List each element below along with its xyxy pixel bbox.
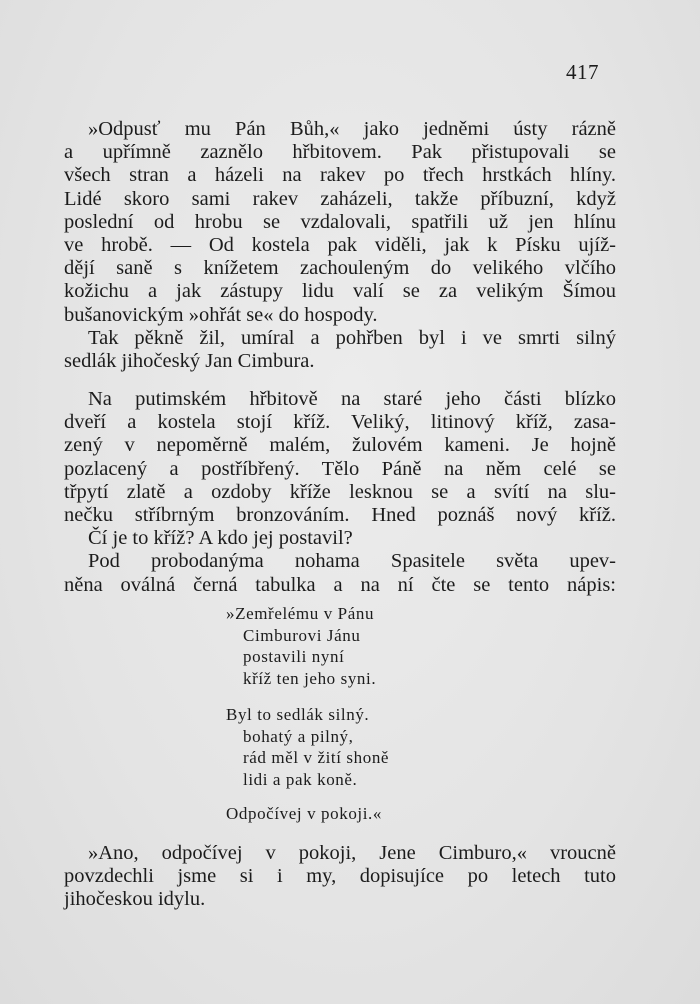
poem-line: lidi a pak koně.: [243, 769, 358, 789]
poem-line: rád měl v žití shoně: [243, 748, 390, 767]
inscription-stanza-2: [226, 704, 389, 790]
text-line: kožichu a jak zástupy lidu valí se za velikým Šímou: [64, 280, 616, 303]
text-line: dveří a kostela stojí kříž. Veliký, litinový kříž, zasa-: [64, 411, 616, 434]
text-line: Na putimském hřbitově na staré jeho části blízko: [88, 388, 616, 410]
text-line: ve hrobě. — Od kostela pak viděli, jak k Písku ujíž-: [64, 234, 616, 257]
text-line: sedlák jihočeský Jan Cimbura.: [64, 350, 315, 373]
text-line: třpytí zlatě a ozdoby kříže lesknou se a svítí na slu-: [64, 480, 616, 503]
text-line: zený v nepoměrně malém, žulovém kameni. Je hojně: [64, 434, 616, 457]
text-line: něna oválná černá tabulka a na ní čte se tento nápis:: [64, 573, 616, 596]
text-line: nečku stříbrným bronzováním. Hned poznáš nový kříž.: [64, 504, 616, 527]
text-line: Lidé skoro sami rakev zaházeli, takže příbuzní, když: [64, 187, 616, 210]
text-middle: [64, 388, 616, 597]
text-line: Tak pěkně žil, umíral a pohřben byl i ve smrti silný: [88, 326, 616, 349]
inscription-closing: [226, 803, 382, 825]
poem-line: kříž ten jeho syni.: [243, 668, 377, 688]
poem-line: bohatý a pilný,: [243, 726, 354, 746]
text-line: jihočeskou idylu.: [64, 888, 206, 911]
poem-line: Byl to sedlák silný.: [226, 705, 370, 724]
text-line: Pod probodanýma nohama Spasitele světa upev-: [88, 550, 616, 573]
text-line: pozlacený a postříbřený. Tělo Páně na něm celé se: [64, 457, 616, 480]
poem-line: postavili nyní: [243, 647, 345, 666]
inscription-stanza-1: [226, 603, 376, 689]
text-line: bušanovickým »ohřát se« do hospody.: [64, 303, 378, 326]
poem-line: Odpočívej v pokoji.«: [226, 804, 383, 823]
text-line: dějí saně s knížetem zachouleným do velikého vlčího: [64, 257, 616, 280]
poem-line: »Zemřelému v Pánu: [226, 604, 375, 623]
poem-line: Cimburovi Jánu: [243, 625, 361, 645]
text-lower: [64, 842, 616, 912]
page-number: 417: [566, 60, 599, 84]
text-upper: [64, 118, 616, 373]
text-line: povzdechli jsme si i my, dopisujíce po letech tuto: [64, 865, 616, 888]
text-line: všech stran a házeli na rakev po třech hrstkách hlíny.: [64, 164, 616, 187]
text-line: Čí je to kříž? A kdo jej postavil?: [88, 527, 353, 550]
text-line: poslední od hrobu se vzdalovali, spatřili už jen hlínu: [64, 210, 616, 233]
text-line: a upřímně zaznělo hřbitovem. Pak přistupovali se: [64, 141, 616, 164]
text-line: »Odpusť mu Pán Bůh,« jako jedněmi ústy rázně: [88, 118, 616, 140]
text-line: »Ano, odpočívej v pokoji, Jene Cimburo,« vroucně: [88, 842, 616, 864]
